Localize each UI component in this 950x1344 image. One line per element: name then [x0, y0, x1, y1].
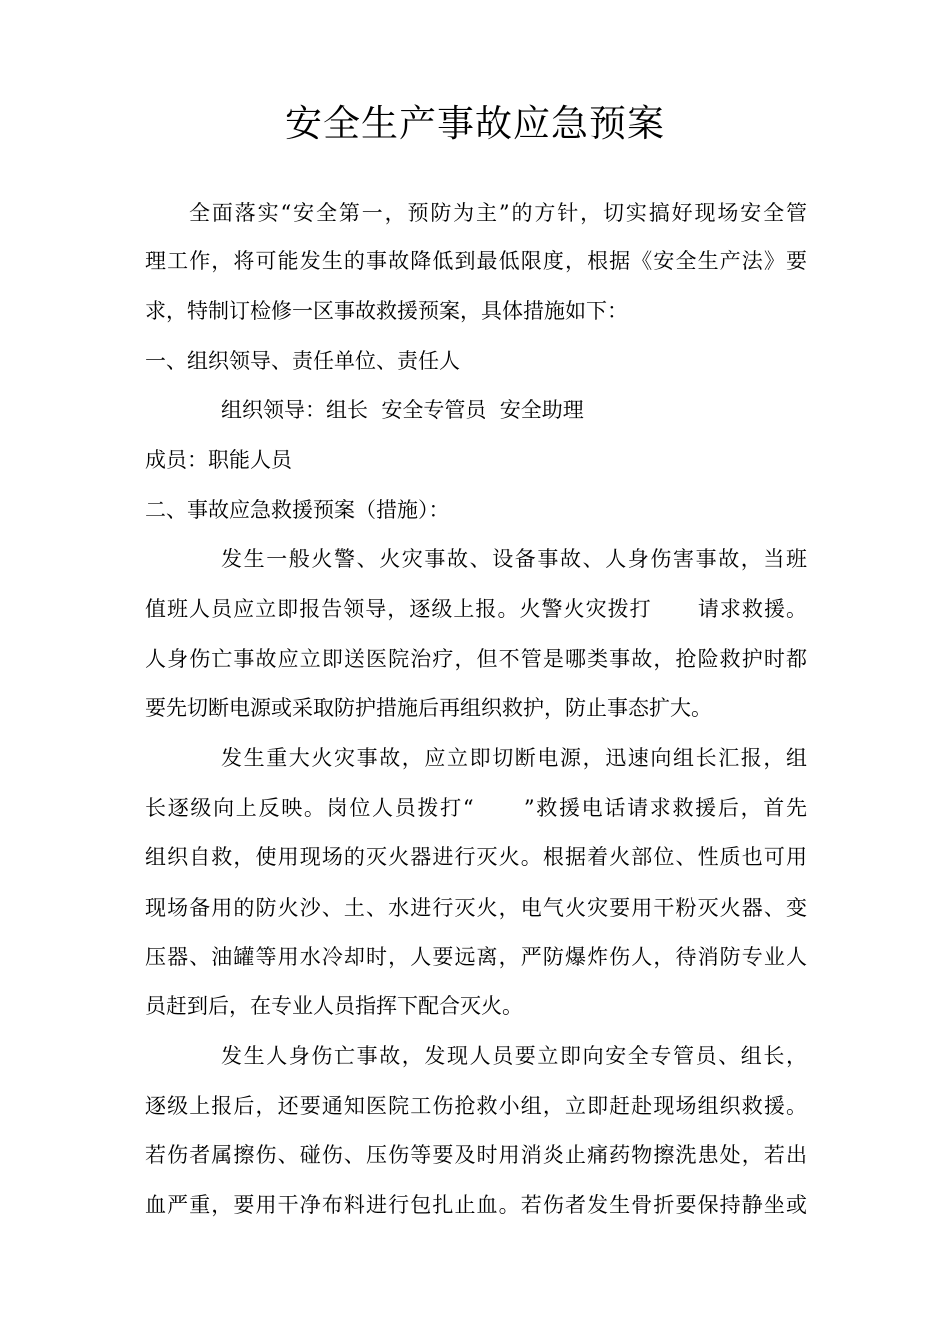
paragraph-line: 逐级上报后，还要通知医院工伤抢救小组，立即赶赴现场组织救援。 [145, 1094, 807, 1118]
paragraph-line: 发生人身伤亡事故，发现人员要立即向安全专管员、组长， [221, 1044, 807, 1068]
paragraph-line: 长逐级向上反映。岗位人员拨打“ ”救援电话请求救援后，首先 [145, 796, 807, 820]
paragraph-line: 压器、油罐等用水冷却时，人要远离，严防爆炸伤人，待消防专业人 [145, 945, 807, 969]
paragraph-line: 若伤者属擦伤、碰伤、压伤等要及时用消炎止痛药物擦洗患处，若出 [145, 1143, 807, 1167]
paragraph-line: 现场备用的防火沙、土、水进行灭火，电气火灾要用干粉灭火器、变 [145, 896, 807, 920]
paragraph-line: 血严重，要用干净布料进行包扎止血。若伤者发生骨折要保持静坐或 [145, 1193, 807, 1217]
paragraph-line: 成员：职能人员 [145, 448, 292, 472]
paragraph-line: 组织领导：组长 安全专管员 安全助理 [221, 398, 584, 422]
paragraph-line: 值班人员应立即报告领导，逐级上报。火警火灾拨打 请求救援。 [145, 597, 807, 621]
paragraph-line: 人身伤亡事故应立即送医院治疗，但不管是哪类事故，抢险救护时都 [145, 647, 807, 671]
document-title: 安全生产事故应急预案 [285, 102, 665, 145]
paragraph-line: 全面落实“安全第一，预防为主”的方针，切实搞好现场安全管 [189, 201, 807, 225]
paragraph-line: 要先切断电源或采取防护措施后再组织救护，防止事态扩大。 [145, 696, 712, 720]
section-heading: 一、组织领导、责任单位、责任人 [145, 349, 460, 373]
paragraph-line: 发生重大火灾事故，应立即切断电源，迅速向组长汇报，组 [221, 746, 807, 770]
paragraph-line: 发生一般火警、火灾事故、设备事故、人身伤害事故，当班 [221, 547, 807, 571]
paragraph-line: 求，特制订检修一区事故救援预案，具体措施如下： [145, 299, 628, 323]
paragraph-line: 组织自救，使用现场的灭火器进行灭火。根据着火部位、性质也可用 [145, 845, 807, 869]
paragraph-line: 理工作，将可能发生的事故降低到最低限度，根据《安全生产法》要 [145, 249, 807, 273]
paragraph-line: 员赶到后，在专业人员指挥下配合灭火。 [145, 994, 523, 1018]
section-heading: 二、事故应急救援预案（措施）： [145, 498, 450, 522]
